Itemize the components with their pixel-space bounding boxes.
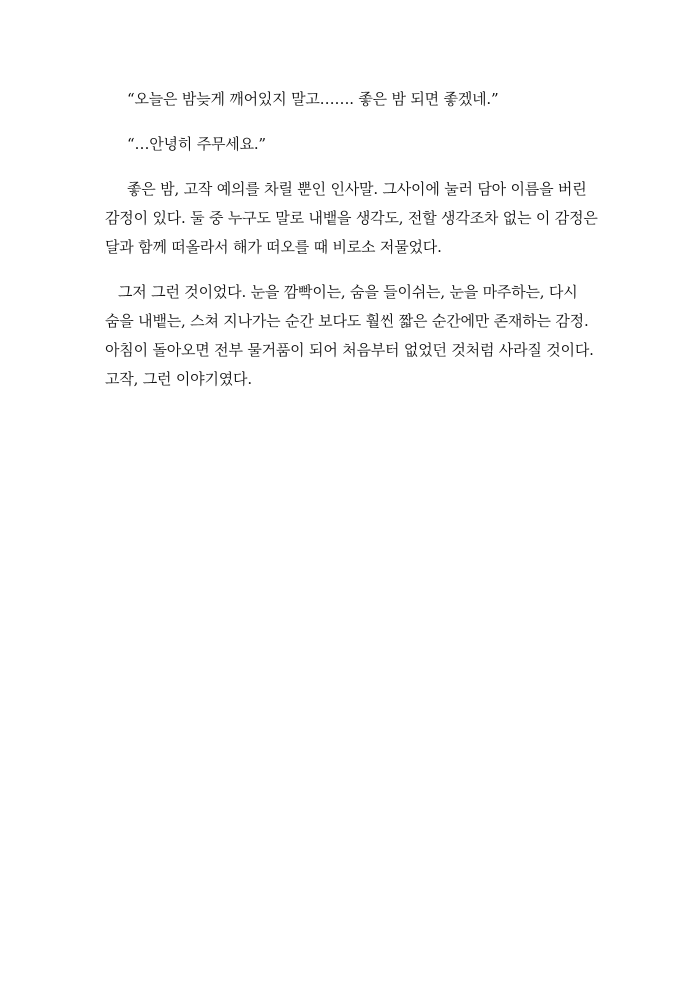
text-line: 아침이 돌아오면 전부 물거품이 되어 처음부터 없었던 것처럼 사라질 것이다. xyxy=(105,341,594,359)
text-line: 그저 그런 것이었다. 눈을 깜빡이는, 숨을 들이쉬는, 눈을 마주하는, 다시 xyxy=(118,283,578,301)
text-line: “오늘은 밤늦게 깨어있지 말고……. 좋은 밤 되면 좋겠네.” xyxy=(127,90,499,108)
text-line: 감정이 있다. 둘 중 누구도 말로 내뱉을 생각도, 전할 생각조차 없는 이 감정은 xyxy=(105,209,598,227)
text-line: “…안녕히 주무세요.” xyxy=(127,135,266,153)
dialogue-paragraph-2 xyxy=(105,130,607,159)
text-line: 좋은 밤, 고작 예의를 차릴 뿐인 인사말. 그사이에 눌러 담아 이름을 버린 xyxy=(127,180,587,198)
dialogue-paragraph-1 xyxy=(105,85,607,114)
text-line: 달과 함께 떠올라서 해가 떠오를 때 비로소 저물었다. xyxy=(105,238,442,256)
text-line: 고작, 그런 이야기였다. xyxy=(105,370,252,388)
text-line: 숨을 내뱉는, 스쳐 지나가는 순간 보다도 훨씬 짧은 순간에만 존재하는 감정. xyxy=(105,312,589,330)
document-page xyxy=(105,85,607,410)
narrative-paragraph-2 xyxy=(105,278,607,394)
narrative-paragraph-1 xyxy=(105,175,607,262)
